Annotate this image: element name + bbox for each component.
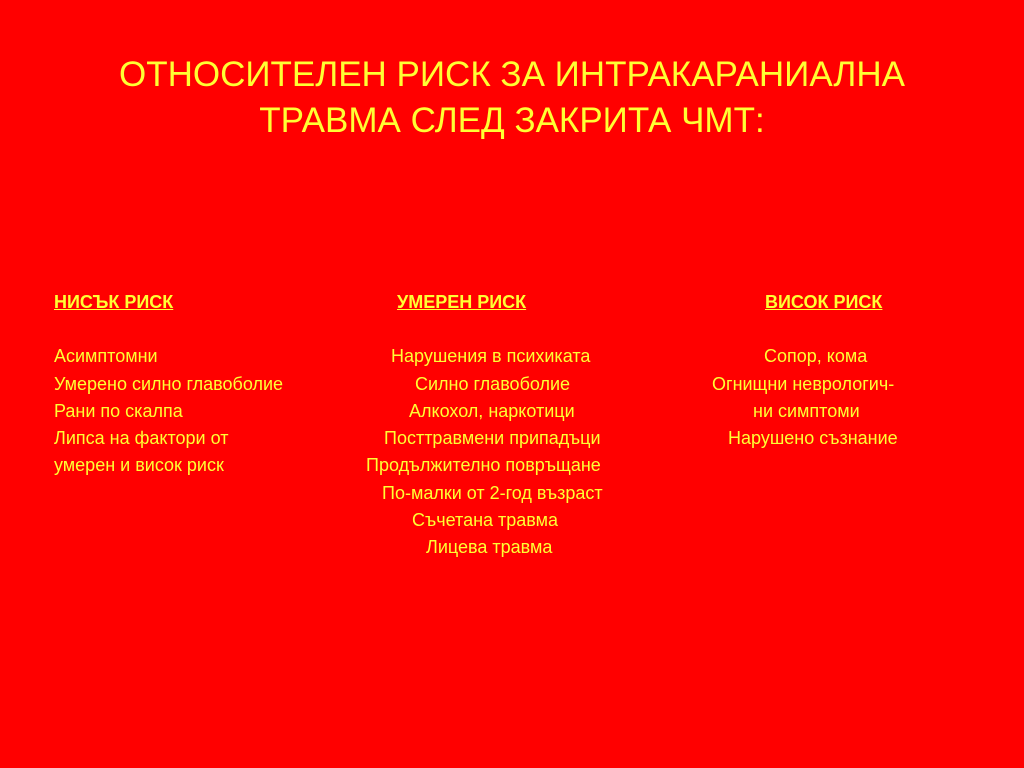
moderate-risk-item: Силно главоболие bbox=[415, 373, 571, 394]
low-risk-item: умерен и висок риск bbox=[54, 455, 224, 476]
moderate-risk-item: Продължително повръщане bbox=[366, 455, 601, 476]
low-risk-item: Рани по скалпа bbox=[54, 400, 183, 421]
high-risk-item: ни симптоми bbox=[753, 400, 860, 421]
moderate-risk-item: Нарушения в психиката bbox=[391, 346, 591, 367]
moderate-risk-column bbox=[350, 289, 680, 562]
high-risk-item: Огнищни неврологич- bbox=[712, 373, 895, 394]
low-risk-column bbox=[54, 289, 384, 480]
low-risk-heading: НИСЪК РИСК bbox=[54, 292, 174, 312]
low-risk-item: Асимптомни bbox=[54, 346, 158, 367]
high-risk-column bbox=[700, 289, 990, 452]
moderate-risk-heading: УМЕРЕН РИСК bbox=[397, 292, 527, 312]
moderate-risk-item: Съчетана травма bbox=[412, 510, 559, 531]
high-risk-item: Сопор, кома bbox=[764, 346, 868, 367]
title-line-1: ОТНОСИТЕЛЕН РИСК ЗА ИНТРАКАРАНИАЛНА bbox=[118, 55, 906, 94]
low-risk-item: Липса на фактори от bbox=[54, 428, 229, 449]
moderate-risk-item: По-малки от 2-год възраст bbox=[382, 482, 603, 503]
high-risk-item: Нарушено съзнание bbox=[728, 428, 898, 449]
moderate-risk-item: Алкохол, наркотици bbox=[409, 400, 575, 421]
moderate-risk-item: Лицева травма bbox=[426, 537, 553, 558]
slide-title bbox=[20, 52, 1004, 144]
title-line-2: ТРАВМА СЛЕД ЗАКРИТА ЧМТ: bbox=[259, 101, 765, 140]
moderate-risk-item: Посттравмени припадъци bbox=[384, 428, 601, 449]
low-risk-item: Умерено силно главоболие bbox=[54, 373, 284, 394]
high-risk-heading: ВИСОК РИСК bbox=[765, 292, 883, 312]
